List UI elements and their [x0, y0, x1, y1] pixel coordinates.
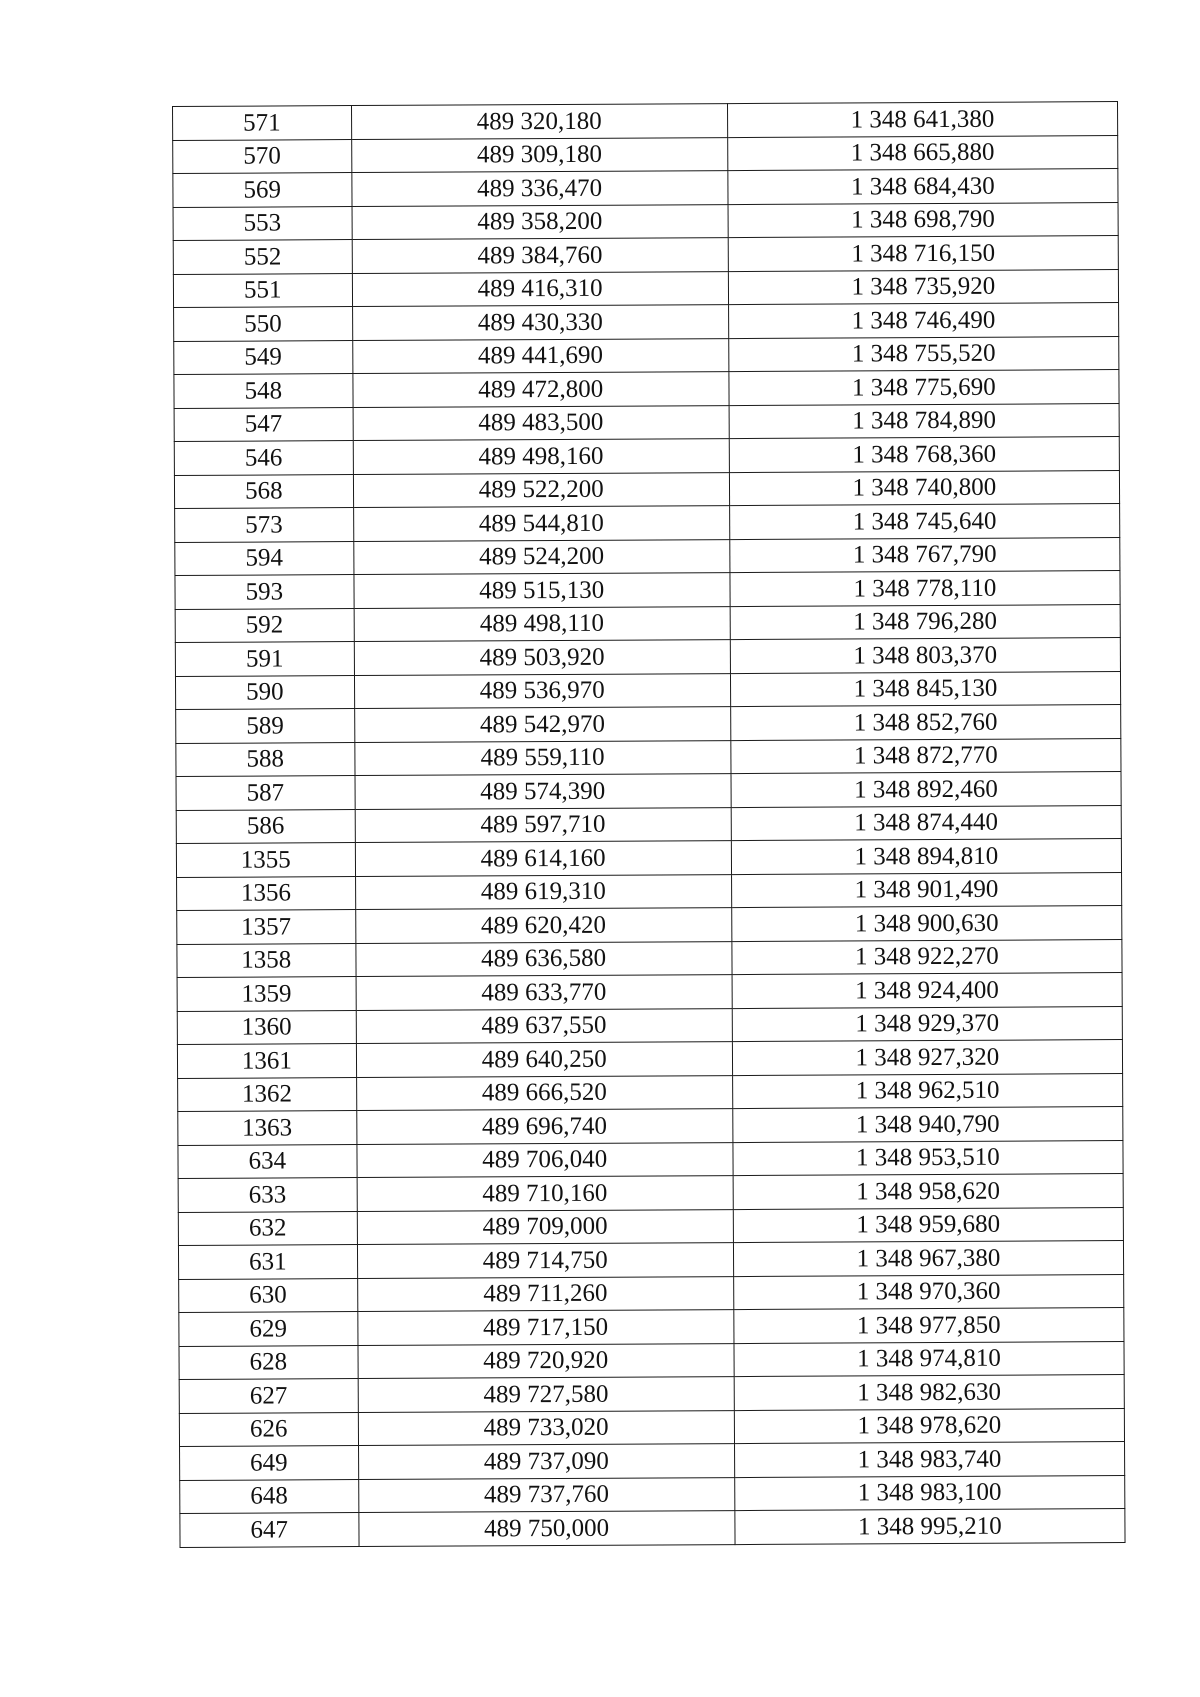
table-row: [179, 1341, 1124, 1379]
table-row: [174, 303, 1119, 341]
table-row: [173, 102, 1118, 140]
x-coordinate-cell: 489 706,040: [357, 1142, 733, 1177]
y-coordinate-cell: 1 348 845,130: [730, 671, 1120, 707]
table-row: [174, 336, 1119, 374]
y-coordinate-cell: 1 348 778,110: [730, 571, 1120, 607]
table-row: [179, 1408, 1124, 1446]
x-coordinate-cell: 489 640,250: [356, 1042, 732, 1077]
point-number-cell: 647: [180, 1513, 359, 1547]
x-coordinate-cell: 489 336,470: [351, 171, 727, 206]
point-number-cell: 649: [180, 1446, 359, 1480]
x-coordinate-cell: 489 717,150: [357, 1310, 733, 1345]
y-coordinate-cell: 1 348 665,880: [727, 135, 1117, 171]
table-row: [176, 738, 1121, 776]
x-coordinate-cell: 489 384,760: [352, 238, 728, 273]
y-coordinate-cell: 1 348 982,630: [734, 1375, 1124, 1411]
y-coordinate-cell: 1 348 974,810: [734, 1341, 1124, 1377]
point-number-cell: 594: [175, 541, 354, 575]
y-coordinate-cell: 1 348 970,360: [733, 1274, 1123, 1310]
point-number-cell: 630: [179, 1278, 358, 1312]
point-number-cell: 1355: [176, 843, 355, 877]
x-coordinate-cell: 489 358,200: [352, 204, 728, 239]
x-coordinate-cell: 489 441,690: [352, 338, 728, 373]
y-coordinate-cell: 1 348 967,380: [733, 1241, 1123, 1277]
y-coordinate-cell: 1 348 796,280: [730, 604, 1120, 640]
point-number-cell: 1363: [178, 1111, 357, 1145]
y-coordinate-cell: 1 348 745,640: [729, 504, 1119, 540]
x-coordinate-cell: 489 737,760: [358, 1477, 734, 1512]
point-number-cell: 573: [175, 508, 354, 542]
y-coordinate-cell: 1 348 735,920: [728, 269, 1118, 305]
x-coordinate-cell: 489 503,920: [354, 640, 730, 675]
table-row: [177, 872, 1122, 910]
coordinates-table: [172, 101, 1126, 1547]
x-coordinate-cell: 489 416,310: [352, 271, 728, 306]
table-row: [175, 671, 1120, 709]
x-coordinate-cell: 489 472,800: [352, 372, 728, 407]
y-coordinate-cell: 1 348 940,790: [733, 1107, 1123, 1143]
y-coordinate-cell: 1 348 978,620: [734, 1408, 1124, 1444]
y-coordinate-cell: 1 348 874,440: [731, 805, 1121, 841]
y-coordinate-cell: 1 348 852,760: [730, 705, 1120, 741]
x-coordinate-cell: 489 515,130: [354, 573, 730, 608]
x-coordinate-cell: 489 544,810: [353, 506, 729, 541]
point-number-cell: 592: [175, 608, 354, 642]
x-coordinate-cell: 489 633,770: [356, 975, 732, 1010]
table-row: [173, 135, 1118, 173]
table-row: [178, 1073, 1123, 1111]
x-coordinate-cell: 489 483,500: [353, 405, 729, 440]
table-row: [179, 1308, 1124, 1346]
table-row: [177, 939, 1122, 977]
table-row: [175, 504, 1120, 542]
table-row: [176, 772, 1121, 810]
x-coordinate-cell: 489 522,200: [353, 472, 729, 507]
y-coordinate-cell: 1 348 641,380: [727, 102, 1117, 138]
table-row: [173, 236, 1118, 274]
x-coordinate-cell: 489 620,420: [355, 908, 731, 943]
table-row: [176, 705, 1121, 743]
point-number-cell: 551: [173, 273, 352, 307]
x-coordinate-cell: 489 636,580: [355, 941, 731, 976]
x-coordinate-cell: 489 309,180: [351, 137, 727, 172]
y-coordinate-cell: 1 348 901,490: [731, 872, 1121, 908]
table-row: [177, 1040, 1122, 1078]
point-number-cell: 632: [178, 1211, 357, 1245]
point-number-cell: 1356: [177, 876, 356, 910]
table-row: [177, 973, 1122, 1011]
x-coordinate-cell: 489 666,520: [356, 1075, 732, 1110]
y-coordinate-cell: 1 348 775,690: [729, 370, 1119, 406]
x-coordinate-cell: 489 614,160: [355, 841, 731, 876]
y-coordinate-cell: 1 348 953,510: [733, 1140, 1123, 1176]
table-row: [174, 470, 1119, 508]
y-coordinate-cell: 1 348 958,620: [733, 1174, 1123, 1210]
x-coordinate-cell: 489 619,310: [355, 874, 731, 909]
x-coordinate-cell: 489 737,090: [358, 1444, 734, 1479]
point-number-cell: 553: [173, 206, 352, 240]
x-coordinate-cell: 489 536,970: [354, 673, 730, 708]
point-number-cell: 626: [179, 1412, 358, 1446]
table-row: [180, 1509, 1125, 1547]
y-coordinate-cell: 1 348 983,740: [734, 1442, 1124, 1478]
point-number-cell: 627: [179, 1379, 358, 1413]
point-number-cell: 1357: [177, 910, 356, 944]
y-coordinate-cell: 1 348 977,850: [734, 1308, 1124, 1344]
point-number-cell: 593: [175, 575, 354, 609]
x-coordinate-cell: 489 542,970: [354, 707, 730, 742]
x-coordinate-cell: 489 711,260: [357, 1276, 733, 1311]
point-number-cell: 571: [173, 106, 352, 140]
point-number-cell: 1360: [177, 1010, 356, 1044]
point-number-cell: 634: [178, 1144, 357, 1178]
y-coordinate-cell: 1 348 924,400: [732, 973, 1122, 1009]
point-number-cell: 648: [180, 1479, 359, 1513]
table-row: [177, 1006, 1122, 1044]
table-row: [176, 805, 1121, 843]
x-coordinate-cell: 489 574,390: [355, 774, 731, 809]
point-number-cell: 549: [174, 340, 353, 374]
point-number-cell: 1359: [177, 977, 356, 1011]
y-coordinate-cell: 1 348 740,800: [729, 470, 1119, 506]
y-coordinate-cell: 1 348 894,810: [731, 839, 1121, 875]
y-coordinate-cell: 1 348 767,790: [730, 537, 1120, 573]
coordinates-table-body: [173, 102, 1126, 1547]
y-coordinate-cell: 1 348 768,360: [729, 437, 1119, 473]
x-coordinate-cell: 489 320,180: [351, 104, 727, 139]
point-number-cell: 591: [175, 642, 354, 676]
point-number-cell: 546: [174, 441, 353, 475]
point-number-cell: 548: [174, 374, 353, 408]
table-row: [173, 169, 1118, 207]
table-row: [178, 1207, 1123, 1245]
y-coordinate-cell: 1 348 803,370: [730, 638, 1120, 674]
table-row: [178, 1140, 1123, 1178]
point-number-cell: 587: [176, 776, 355, 810]
point-number-cell: 1358: [177, 943, 356, 977]
x-coordinate-cell: 489 727,580: [358, 1377, 734, 1412]
point-number-cell: 629: [179, 1312, 358, 1346]
table-row: [173, 202, 1118, 240]
point-number-cell: 569: [173, 173, 352, 207]
point-number-cell: 588: [176, 742, 355, 776]
table-row: [173, 269, 1118, 307]
point-number-cell: 1362: [178, 1077, 357, 1111]
point-number-cell: 590: [175, 675, 354, 709]
x-coordinate-cell: 489 637,550: [356, 1008, 732, 1043]
y-coordinate-cell: 1 348 927,320: [732, 1040, 1122, 1076]
x-coordinate-cell: 489 709,000: [357, 1209, 733, 1244]
x-coordinate-cell: 489 498,160: [353, 439, 729, 474]
point-number-cell: 586: [176, 809, 355, 843]
x-coordinate-cell: 489 720,920: [358, 1343, 734, 1378]
table-row: [175, 604, 1120, 642]
y-coordinate-cell: 1 348 892,460: [731, 772, 1121, 808]
table-row: [174, 403, 1119, 441]
table-row: [178, 1174, 1123, 1212]
y-coordinate-cell: 1 348 922,270: [732, 939, 1122, 975]
y-coordinate-cell: 1 348 900,630: [731, 906, 1121, 942]
y-coordinate-cell: 1 348 995,210: [735, 1509, 1125, 1545]
point-number-cell: 570: [173, 139, 352, 173]
table-row: [175, 537, 1120, 575]
x-coordinate-cell: 489 714,750: [357, 1243, 733, 1278]
table-row: [180, 1475, 1125, 1513]
x-coordinate-cell: 489 498,110: [354, 606, 730, 641]
table-row: [178, 1107, 1123, 1145]
x-coordinate-cell: 489 559,110: [354, 740, 730, 775]
point-number-cell: 550: [174, 307, 353, 341]
point-number-cell: 552: [173, 240, 352, 274]
y-coordinate-cell: 1 348 962,510: [732, 1073, 1122, 1109]
y-coordinate-cell: 1 348 872,770: [731, 738, 1121, 774]
point-number-cell: 631: [178, 1245, 357, 1279]
y-coordinate-cell: 1 348 746,490: [728, 303, 1118, 339]
point-number-cell: 628: [179, 1345, 358, 1379]
table-row: [179, 1274, 1124, 1312]
y-coordinate-cell: 1 348 784,890: [729, 403, 1119, 439]
x-coordinate-cell: 489 733,020: [358, 1410, 734, 1445]
point-number-cell: 1361: [177, 1044, 356, 1078]
table-row: [178, 1241, 1123, 1279]
x-coordinate-cell: 489 430,330: [352, 305, 728, 340]
table-row: [175, 571, 1120, 609]
table-row: [180, 1442, 1125, 1480]
table-row: [177, 906, 1122, 944]
x-coordinate-cell: 489 710,160: [357, 1176, 733, 1211]
point-number-cell: 568: [174, 474, 353, 508]
y-coordinate-cell: 1 348 755,520: [728, 336, 1118, 372]
table-row: [175, 638, 1120, 676]
table-row: [174, 370, 1119, 408]
y-coordinate-cell: 1 348 983,100: [734, 1475, 1124, 1511]
point-number-cell: 547: [174, 407, 353, 441]
table-row: [174, 437, 1119, 475]
x-coordinate-cell: 489 524,200: [353, 539, 729, 574]
y-coordinate-cell: 1 348 959,680: [733, 1207, 1123, 1243]
y-coordinate-cell: 1 348 684,430: [728, 169, 1118, 205]
point-number-cell: 633: [178, 1178, 357, 1212]
x-coordinate-cell: 489 597,710: [355, 807, 731, 842]
x-coordinate-cell: 489 696,740: [356, 1109, 732, 1144]
y-coordinate-cell: 1 348 929,370: [732, 1006, 1122, 1042]
table-row: [176, 839, 1121, 877]
x-coordinate-cell: 489 750,000: [358, 1511, 734, 1546]
y-coordinate-cell: 1 348 716,150: [728, 236, 1118, 272]
y-coordinate-cell: 1 348 698,790: [728, 202, 1118, 238]
table-row: [179, 1375, 1124, 1413]
point-number-cell: 589: [176, 709, 355, 743]
